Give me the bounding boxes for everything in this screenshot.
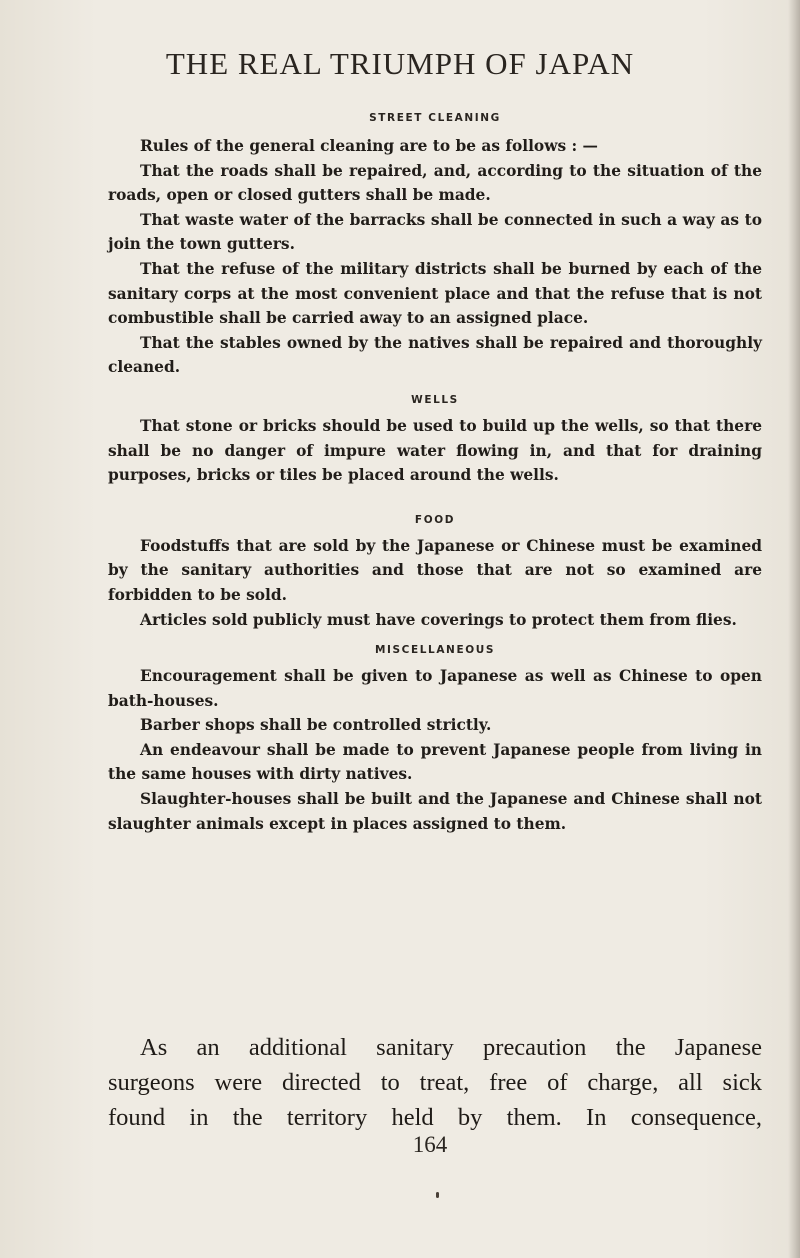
paragraph: Rules of the general cleaning are to be as follows : —	[140, 137, 598, 155]
section-heading-food: FOOD	[414, 513, 456, 526]
closing-line: As an additional sanitary precaution the Japanese	[140, 1034, 762, 1061]
paragraph: That stone or bricks should be used to build up the wells, so that there shall be no danger of impure water flowing in, and that for draining purposes, bricks or tiles be placed around the wells.	[108, 416, 762, 485]
paragraph: That the roads shall be repaired, and, according to the situation of the roads, open or closed gutters shall be made.	[108, 161, 762, 205]
paragraph: That the stables owned by the natives shall be repaired and thoroughly cleaned.	[108, 333, 762, 377]
paragraph: Barber shops shall be controlled strictly.	[140, 716, 492, 735]
closing-line: found in the territory held by them. In consequence,	[108, 1104, 762, 1131]
page-edge-shadow	[788, 0, 800, 1258]
section-heading-miscellaneous: MISCELLANEOUS	[374, 644, 496, 657]
page-body	[108, 112, 762, 836]
paragraph: That waste water of the barracks shall be connected in such a way as to join the town gutters.	[108, 210, 762, 254]
paragraph: Encouragement shall be given to Japanese as well as Chinese to open bath-houses.	[108, 667, 762, 710]
paragraph: Slaughter-houses shall be built and the Japanese and Chinese shall not slaughter animals except in places assigned to them.	[108, 790, 762, 833]
section-heading-street-cleaning: STREET CLEANING	[369, 112, 501, 124]
section-heading-wells: WELLS	[411, 393, 459, 406]
running-head: THE REAL TRIUMPH OF JAPAN	[165, 46, 635, 81]
closing-line: surgeons were directed to treat, free of charge, all sick	[108, 1069, 762, 1096]
paragraph: That the refuse of the military districts shall be burned by each of the sanitary corps at the most convenient place and that the refuse that is not combustible shall be carried away to an assigned place.	[108, 259, 762, 328]
paragraph: Articles sold publicly must have coverings to protect them from flies.	[140, 610, 737, 629]
closing-paragraph	[108, 1030, 762, 1135]
ink-speck	[436, 1192, 439, 1198]
paragraph: Foodstuffs that are sold by the Japanese or Chinese must be examined by the sanitary authorities and those that are not so examined are forbidden to be sold.	[108, 536, 762, 604]
page-number: 164	[412, 1132, 448, 1157]
paragraph: An endeavour shall be made to prevent Japanese people from living in the same houses with dirty natives.	[108, 740, 762, 784]
